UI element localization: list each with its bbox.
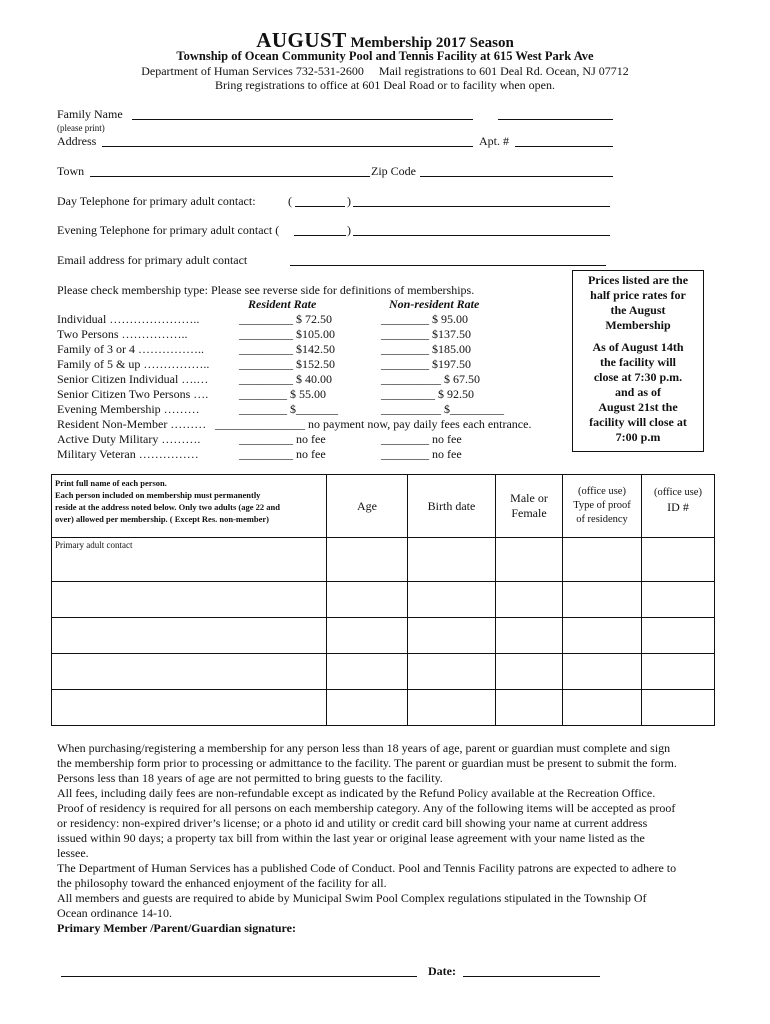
zip-label: Zip Code [371,164,416,178]
table-row[interactable] [52,654,715,690]
price-hours-notice: Prices listed are the half price rates for the August Membership As of August 14th the facility will close at 7:30 p.m. and as of August 21st the facility will close at 7:00 p.m [572,270,704,452]
apt-field[interactable] [515,146,613,147]
month-heading: AUGUST [256,28,347,52]
evening-phone-field[interactable] [353,235,610,236]
members-table [51,474,715,726]
department-line: Department of Human Services 732-531-2600 Mail registrations to 601 Deal Rd. Ocean, NJ 07712 [141,64,629,78]
code-of-conduct-paragraph: The Department of Human Services has a published Code of Conduct. Pool and Tennis Facility patrons are expected to adhere to the philosophy toward the enhanced enjoyment of the facility for all. [57,861,677,890]
town-field[interactable] [90,176,370,177]
nonresident-rate-header: Non-resident Rate [389,297,480,311]
date-field[interactable] [463,976,600,977]
address-label: Address [57,134,97,148]
evening-phone-label: Evening Telephone for primary adult contact ( [57,223,280,237]
table-row[interactable] [52,690,715,726]
zip-field[interactable] [420,176,613,177]
membership-instruction: Please check membership type: Please see reverse side for definitions of memberships. [57,283,475,297]
please-print-note: (please print) [57,123,105,133]
membership-row-evening[interactable]: Evening Membership ……… ________ $_______ __________ $_________ [57,402,504,416]
address-field[interactable] [102,146,473,147]
family-name-label: Family Name [57,107,123,121]
membership-row-active-duty[interactable]: Active Duty Military ………. _________ no fee ________ no fee [57,432,462,446]
email-field[interactable] [290,265,606,266]
membership-row-resident-non-member[interactable]: Resident Non-Member ……… _______________ no payment now, pay daily fees each entrance. [57,417,532,431]
evening-phone-area-field[interactable] [294,235,346,236]
primary-adult-contact-cell[interactable]: Primary adult contact [52,538,327,582]
table-row[interactable] [52,618,715,654]
signature-field[interactable] [61,976,417,977]
id-header: (office use) ID # [642,475,715,538]
birth-date-header: Birth date [408,475,496,538]
membership-row-family-5-up[interactable]: Family of 5 & up …………….. _________ $152.50 ________ $197.50 [57,357,471,371]
membership-row-two-persons[interactable]: Two Persons …………….. _________ $105.00 ________ $137.50 [57,327,471,341]
membership-row-military-veteran[interactable]: Military Veteran …………… _________ no fee ________ no fee [57,447,462,461]
age-header: Age [327,475,408,538]
membership-row-individual[interactable]: Individual ………………….. _________ $ 72.50 ________ $ 95.00 [57,312,468,326]
day-phone-field[interactable] [353,206,610,207]
town-label: Town [57,164,85,178]
bring-registration-line: Bring registrations to office at 601 Deal Road or to facility when open. [214,78,556,92]
season-heading: Membership 2017 Season [350,35,514,51]
proof-of-residency-header: (office use) Type of proof of residency [563,475,642,538]
table-row[interactable] [52,582,715,618]
resident-rate-header: Resident Rate [248,297,317,311]
table-row[interactable] [52,538,715,582]
members-instructions: Print full name of each person. Each person included on membership must permanently reside at the address noted below. Only two adults (age 22 and over) allowed per membership. ( Except Res. non-member) [52,475,327,538]
members-table-header [52,475,715,538]
membership-row-senior-two[interactable]: Senior Citizen Two Persons …. ________ $ 55.00 _________ $ 92.50 [57,387,474,401]
membership-row-family-3-4[interactable]: Family of 3 or 4 …………….. _________ $142.50 ________ $185.00 [57,342,471,356]
regulations-paragraph: All members and guests are required to abide by Municipal Swim Pool Complex regulations stipulated in the Township Of Ocean ordinance 14-10. [57,891,647,920]
apt-label: Apt. # [479,134,509,148]
day-phone-area-field[interactable] [295,206,345,207]
facility-line: Township of Ocean Community Pool and Tennis Facility at 615 West Park Ave [176,49,594,63]
membership-row-senior-individual[interactable]: Senior Citizen Individual ….… _________ $ 40.00 __________ $ 67.50 [57,372,480,386]
family-name-field[interactable] [132,119,473,120]
residency-proof-paragraph: Proof of residency is required for all persons on each membership category. Any of the following items will be accepted as proof or residency: non-expired driver’s license; or a photo id and utility or credit card bill showing your name at current address issued within 90 days; a property tax bill from within the last year or original lease agreement with your name listed as the lessee. [57,801,676,860]
date-label: Date: [428,964,456,978]
family-name-extra-field[interactable] [498,119,613,120]
signature-label: Primary Member /Parent/Guardian signature: [57,921,296,935]
refund-paragraph: All fees, including daily fees are non-refundable except as indicated by the Refund Policy available at the Recreation Office. [57,786,656,800]
policy-text [57,741,677,936]
minor-registration-paragraph: When purchasing/registering a membership for any person less than 18 years of age, parent or guardian must complete and sign the membership form prior to processing or admittance to the facility. The parent or guardian must be present to submit the form. Persons less than 18 years of age are not permitted to bring guests to the facility. [57,741,677,785]
sex-header: Male or Female [496,475,563,538]
email-label: Email address for primary adult contact [57,253,248,267]
day-phone-label: Day Telephone for primary adult contact: [57,194,256,208]
